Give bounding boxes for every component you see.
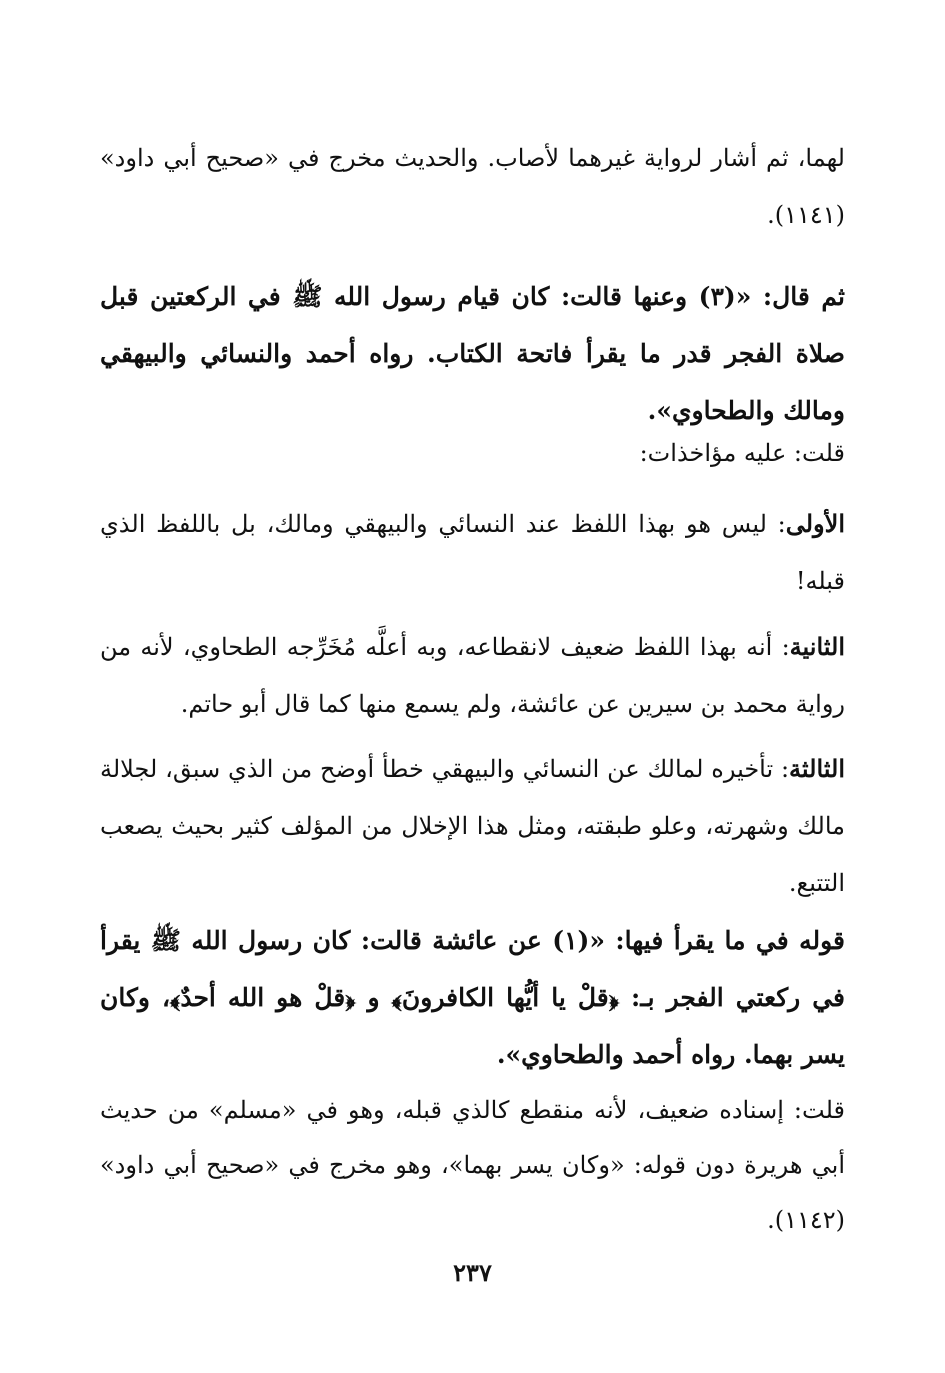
- paragraph-text: قوله في ما يقرأ فيها: «(١) عن عائشة قالت: كان رسول الله ﷺ يقرأ في ركعتي الفجر بـ: ﴿قلْ يا أيُّها الكافرونَ﴾ و ﴿قلْ هو الله أحدٌ﴾، وكان يسر بهما. رواه أحمد والطحاوي».: [100, 926, 845, 1069]
- objection-second: [100, 618, 845, 733]
- paragraph-text: قلت: إسناده ضعيف، لأنه منقطع كالذي قبله، وهو في «مسلم» من حديث أبي هريرة دون قوله: «وكان يسر بهما»، وهو مخرج في «صحيح أبي داود» (١١٤٢).: [100, 1096, 845, 1234]
- hadith-quote-paragraph: [100, 912, 845, 1083]
- paragraph-text: : ليس هو بهذا اللفظ عند النسائي والبيهقي ومالك، بل باللفظ الذي قبله!: [100, 510, 845, 595]
- page-number: ٢٣٧: [453, 1258, 492, 1287]
- paragraph-continuation: [100, 130, 845, 244]
- objection-label: الثالثة: [789, 754, 845, 783]
- paragraph-text: : أنه بهذا اللفظ ضعيف لانقطاعه، وبه أعلَّه مُخَرِّجه الطحاوي، لأنه من رواية محمد بن سيرين عن عائشة، ولم يسمع منها كما قال أبو حاتم.: [100, 633, 845, 718]
- objection-third: [100, 740, 845, 912]
- objection-label: الأولى: [785, 509, 845, 538]
- hadith-quote-paragraph: [100, 268, 845, 439]
- objection-label: الثانية: [789, 632, 845, 661]
- paragraph-text: قلت: عليه مؤاخذات:: [639, 439, 845, 467]
- paragraph-commentary: [100, 1083, 845, 1248]
- paragraph-text: ثم قال: «(٣) وعنها قالت: كان قيام رسول الله ﷺ في الركعتين قبل صلاة الفجر قدر ما يقرأ فاتحة الكتاب. رواه أحمد والنسائي والبيهقي ومالك والطحاوي».: [100, 282, 846, 425]
- objection-first: [100, 495, 845, 610]
- paragraph-text: لهما، ثم أشار لرواية غيرهما لأصاب. والحديث مخرج في «صحيح أبي داود» (١١٤١).: [100, 144, 845, 229]
- paragraph-text: : تأخيره لمالك عن النسائي والبيهقي خطأ أوضح من الذي سبق، لجلالة مالك وشهرته، وعلو طبقته، ومثل هذا الإخلال من المؤلف كثير بحيث يصعب التتبع.: [100, 755, 845, 897]
- objections-intro: [100, 425, 845, 482]
